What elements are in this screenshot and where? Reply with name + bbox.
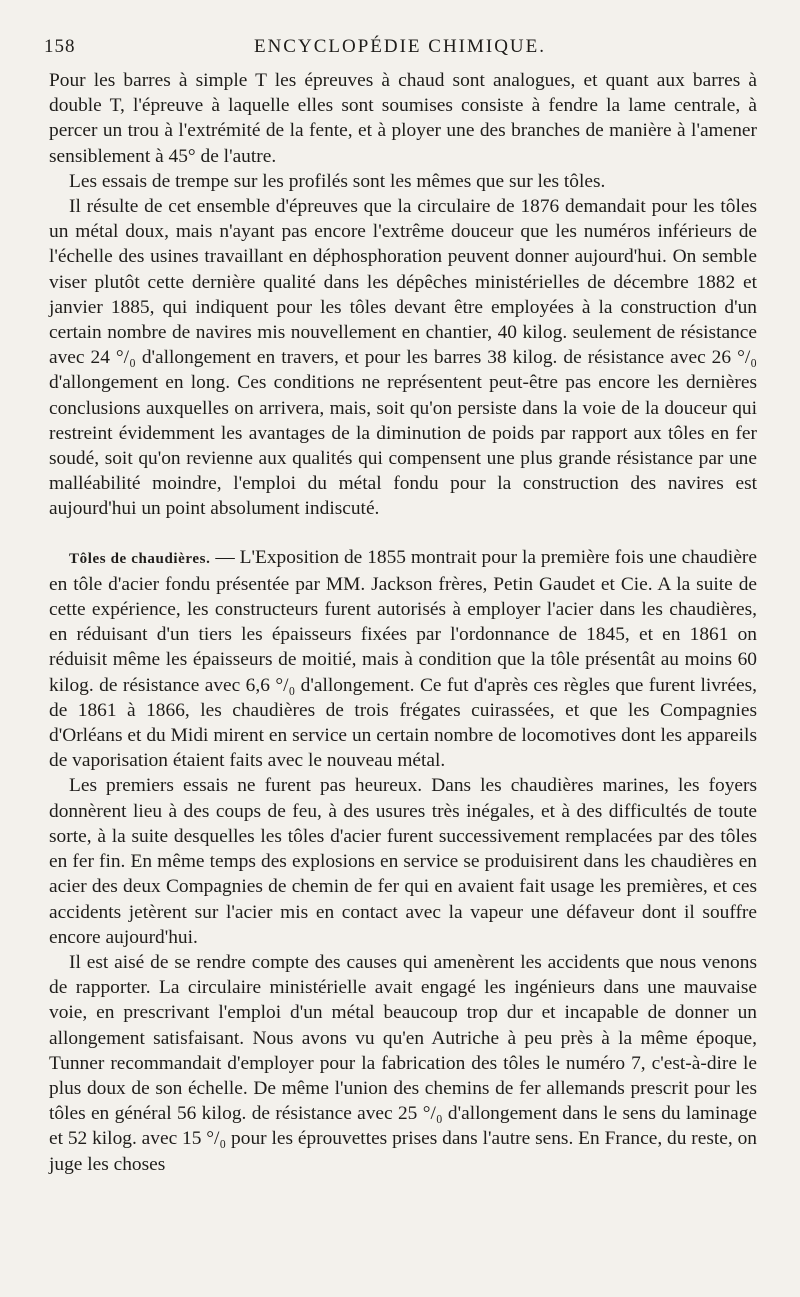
section-paragraph xyxy=(49,545,757,774)
paragraph: Pour les barres à simple T les épreuves à chaud sont analogues, et quant aux barres à double T, l'épreuve à laquelle elles sont soumises consiste à fendre la lame centrale, à percer un trou à l'extrémité de la fente, et à ployer une des branches de manière à l'amener sensiblement à 45° de l'autre. xyxy=(49,70,757,167)
section-intro-text: — L'Exposition de 1855 montrait pour la première fois une chaudière en tôle d'acier fondu présentée par MM. Jackson frères, Petin Gaudet et Cie. A la suite de cette expérience, les constructeurs furent autorisés à employer l'acier dans les chaudières, en réduisant d'un tiers les épaisseurs fixées par l'ordonnance de 1845, et en 1861 on réduisit même les épaisseurs de moitié, mais à condition que la tôle présentât au moins 60 kilog. de résistance avec 6,6 °/₀ d'allongement. Ce fut d'après ces règles que furent livrées, de 1861 à 1866, les chaudières de trois frégates cuirassées, et que les Compagnies d'Orléans et du Midi mirent en service un certain nombre de locomotives dont les appareils de vaporisation étaient faits avec le nouveau métal. xyxy=(49,546,757,772)
paragraph: Il résulte de cet ensemble d'épreuves que la circulaire de 1876 demandait pour les tôles un métal doux, mais n'ayant pas encore l'extrême douceur que les numéros inférieurs de l'échelle des usines travaillant en déphosphoration peuvent donner aujourd'hui. On semble viser plutôt cette dernière qualité dans les dépêches ministérielles de décembre 1882 et janvier 1885, qui indiquent pour les tôles devant être employées à la construction d'un certain nombre de navires mis nouvellement en chantier, 40 kilog. seulement de résistance avec 24 °/₀ d'allongement en travers, et pour les barres 38 kilog. de résistance avec 26 °/₀ d'allongement en long. Ces conditions ne représentent peut-être pas encore les dernières conclusions auxquelles on arrivera, mais, soit qu'on persiste dans la voie de la douceur qui restreint évidemment les avantages de la diminution de poids par rapport aux tôles en fer soudé, soit qu'on revienne aux qualités qui compensent une plus grande résistance par une malléabilité moindre, l'emploi du métal fondu pour la construction des navires est aujourd'hui un point absolument indiscuté. xyxy=(49,196,757,520)
paragraph: Les essais de trempe sur les profilés sont les mêmes que sur les tôles. xyxy=(69,170,606,192)
paragraph: Les premiers essais ne furent pas heureux. Dans les chaudières marines, les foyers donnèrent lieu à des coups de feu, à des usures très inégales, et à des difficultés de toute sorte, à la suite desquelles les tôles d'acier furent successivement remplacées par des tôles en fer fin. En même temps des explosions en service se produisirent dans les chaudières en acier des deux Compagnies de chemin de fer qui en avaient fait usage les premières, et ces accidents jetèrent sur l'acier mis en contact avec la vapeur une défaveur dont il souffre encore aujourd'hui. xyxy=(49,775,757,948)
page-header xyxy=(44,30,756,60)
running-title: ENCYCLOPÉDIE CHIMIQUE. xyxy=(253,36,547,57)
page-number: 158 xyxy=(44,36,76,57)
body-text xyxy=(49,68,757,1177)
paragraph: Il est aisé de se rendre compte des causes qui amenèrent les accidents que nous venons de rapporter. La circulaire ministérielle avait engagé les ingénieurs dans une mauvaise voie, en prescrivant l'emploi d'un métal beaucoup trop dur et incapable de donner un allongement satisfaisant. Nous avons vu qu'en Autriche à peu près à la même époque, Tunner recommandait d'employer pour la fabrication des tôles le numéro 7, c'est-à-dire le plus doux de son échelle. De même l'union des chemins de fer allemands prescrit pour les tôles en général 56 kilog. de résistance avec 25 °/₀ d'allongement dans le sens du laminage et 52 kilog. avec 15 °/₀ pour les éprouvettes prises dans l'autre sens. En France, du reste, on juge les choses xyxy=(49,951,757,1175)
section-heading: Tôles de chaudières. xyxy=(69,550,211,567)
